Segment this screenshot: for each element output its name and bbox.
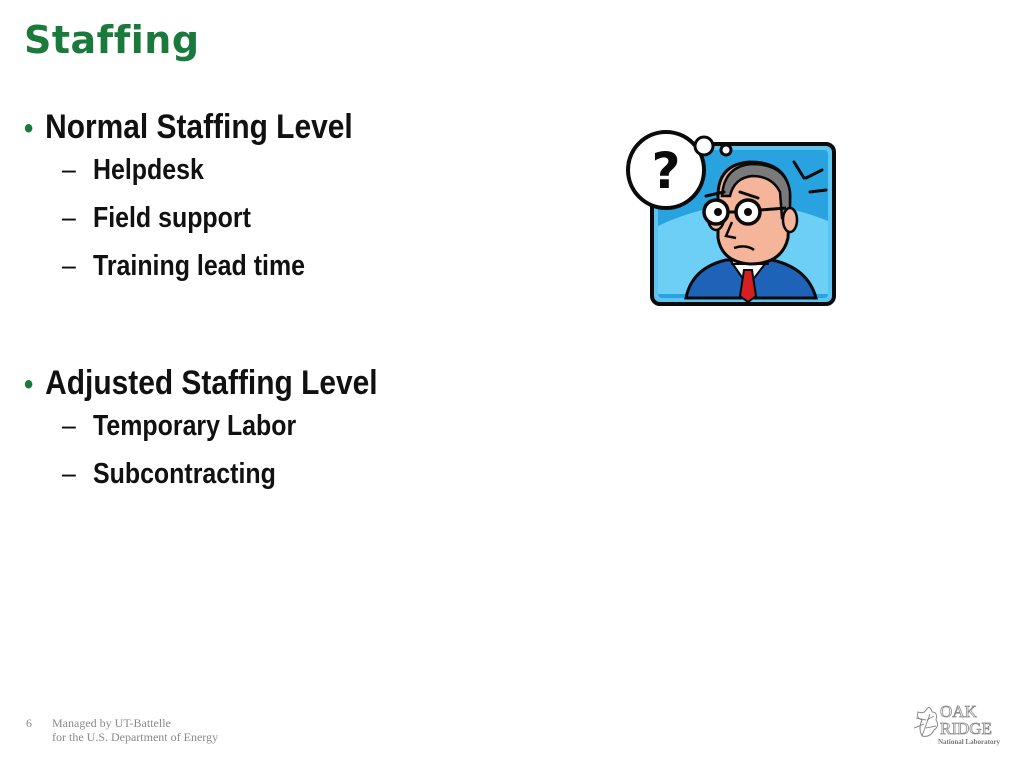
sub-bullet-marker: – — [62, 250, 76, 282]
sub-bullet — [62, 202, 511, 250]
oak-leaf-icon — [914, 707, 938, 736]
bullet-marker: • — [24, 368, 34, 401]
sub-bullet-marker: – — [62, 202, 76, 234]
bullet-group-adjusted — [24, 364, 584, 506]
sub-bullet-text: Temporary Labor — [92, 410, 297, 442]
bullet-heading — [24, 108, 517, 154]
logo-subtitle: National Laboratory — [938, 738, 1001, 746]
bullet-marker: • — [24, 112, 34, 145]
sub-bullet-text: Field support — [92, 202, 251, 234]
sub-bullet-marker: – — [62, 154, 76, 186]
logo-word-ridge: RIDGE — [940, 719, 992, 738]
sub-bullet — [62, 458, 511, 506]
confused-man-question-icon — [622, 126, 836, 308]
footer-text — [52, 716, 218, 744]
sub-bullet — [62, 410, 511, 458]
footer-line-2: for the U.S. Department of Energy — [52, 730, 219, 744]
footer-line-1: Managed by UT-Battelle — [52, 716, 171, 730]
ornl-logo — [908, 698, 1002, 748]
question-mark: ? — [651, 142, 681, 200]
bullet-heading-text: Adjusted Staffing Level — [45, 364, 378, 402]
sub-bullet — [62, 154, 511, 202]
sub-bullet-text: Helpdesk — [92, 154, 204, 186]
sub-bullet — [62, 250, 511, 298]
bullet-heading — [24, 364, 517, 410]
page-number: 6 — [26, 716, 32, 730]
logo-word-oak: OAK — [940, 702, 977, 721]
bullet-heading-text: Normal Staffing Level — [45, 108, 353, 146]
sub-bullet-text: Training lead time — [92, 250, 306, 282]
sub-bullet-text: Subcontracting — [92, 458, 276, 490]
bullet-group-normal — [24, 108, 584, 298]
sub-bullet-marker: – — [62, 410, 76, 442]
sub-bullet-marker: – — [62, 458, 76, 490]
slide-title: Staffing — [24, 18, 200, 62]
footer — [26, 716, 218, 744]
